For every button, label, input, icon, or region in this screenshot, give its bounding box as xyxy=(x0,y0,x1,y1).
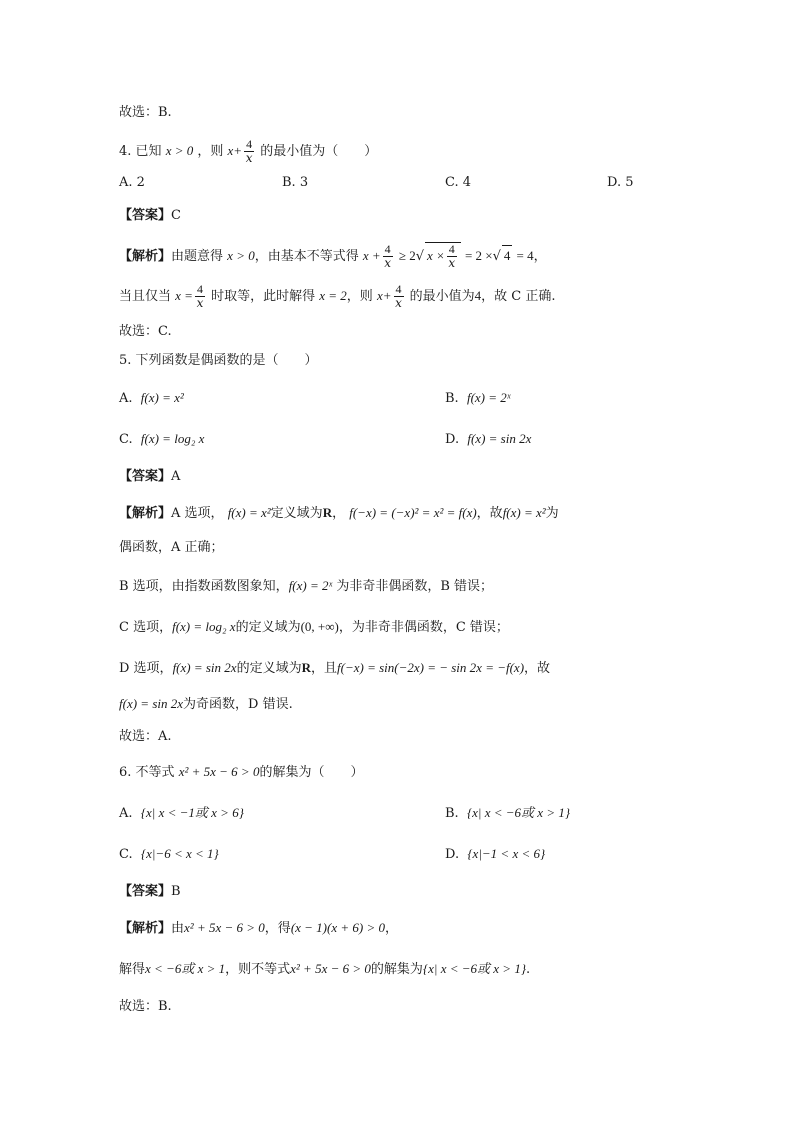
q4-stem-expr-x: x+ xyxy=(227,143,243,158)
q4-a1-frac-den: x xyxy=(384,256,392,270)
q5-a1-mid: 定义域为 xyxy=(270,506,323,521)
q4-stem-pre: 4. 已知 xyxy=(119,144,162,159)
q4-stem-cond: x > 0 xyxy=(165,143,194,158)
q4-a2-fraction xyxy=(195,283,205,310)
q5-analysis-line1b: 偶函数，A 正确； xyxy=(119,540,224,555)
q4-a1-rad-num: 4 xyxy=(448,242,455,256)
q4-option-b: B. 3 xyxy=(282,175,309,190)
q5-a1-R: R xyxy=(322,505,333,520)
q6-option-c xyxy=(119,844,219,865)
q6-option-d-expr: {x|−1 < x < 6} xyxy=(467,846,546,861)
q6-option-b-expr: {x| x < −6或 x > 1} xyxy=(466,805,571,820)
q5-answer-value: A xyxy=(171,469,181,484)
q4-frac-num: 4 xyxy=(246,137,253,151)
q5-analysis-b xyxy=(119,576,493,597)
q6-a1-post: ， xyxy=(385,921,399,936)
q4-a1-mid: ，由基本不等式得 xyxy=(254,249,359,264)
q4-a1-cond: x > 0 xyxy=(227,248,255,263)
q6-option-a-label: A. xyxy=(119,806,133,821)
q5-a1-post: 为 xyxy=(545,506,559,521)
q4-a2-frac2-den: x xyxy=(395,296,402,310)
q6-a2-sol: x < −6或 x > 1 xyxy=(145,961,226,976)
q5-d-post: ，故 xyxy=(524,661,551,676)
q5-d-mid2: ，且 xyxy=(310,661,337,676)
q4-a2-post2: ，故 C 正确. xyxy=(481,289,556,304)
q5-d-pre: D 选项， xyxy=(119,661,173,676)
q5-d-f: f(x) = sin 2x xyxy=(172,660,237,675)
q5-d2-post: 为奇函数，D 错误. xyxy=(183,697,293,712)
q6-conclusion: 故选：B. xyxy=(119,999,172,1014)
q5-option-a xyxy=(119,388,184,409)
q6-a2-expr: x² + 5x − 6 > 0 xyxy=(290,961,371,976)
q4-answer-value: C xyxy=(171,208,181,223)
q5-b-post: 为非奇非偶函数，B 错误； xyxy=(336,579,493,594)
q5-a1-sep: ， xyxy=(332,506,346,521)
q4-conclusion: 故选：C. xyxy=(119,324,172,339)
q4-a2-pre: 当且仅当 xyxy=(119,289,172,304)
q4-a1-fraction xyxy=(383,243,393,270)
q4-a2-mid: 时取等，此时解得 xyxy=(211,289,316,304)
q4-a1-expr1: x + xyxy=(362,248,381,263)
q5-option-b-label: B. xyxy=(445,391,459,406)
q4-a1-res: = 4 xyxy=(516,248,534,263)
q6-option-c-label: C. xyxy=(119,847,133,862)
q6-a1-pre: 由 xyxy=(171,921,185,936)
q6-a2-post: . xyxy=(526,962,531,977)
q5-option-c-label: C. xyxy=(119,432,133,447)
q6-option-a xyxy=(119,803,244,824)
q4-a1-eq: = 2 × xyxy=(464,248,493,263)
q6-stem-post: 的解集为（ ） xyxy=(259,765,364,780)
q6-analysis-label: 【解析】 xyxy=(119,921,172,936)
q4-a1-frac-num: 4 xyxy=(384,242,391,256)
q6-analysis-line2 xyxy=(119,959,530,980)
q4-a1-rad-fraction xyxy=(447,243,457,270)
q5-analysis-d xyxy=(119,658,550,679)
q6-a1-expr: x² + 5x − 6 > 0 xyxy=(184,920,265,935)
q6-a1-expr2: (x − 1)(x + 6) > 0 xyxy=(290,920,385,935)
q6-option-d xyxy=(445,844,545,865)
q6-stem-expr: x² + 5x − 6 > 0 xyxy=(178,764,260,779)
q4-a1-radical xyxy=(425,242,461,270)
q4-option-d: D. 5 xyxy=(607,175,634,190)
q5-option-d-label: D. xyxy=(445,432,460,447)
q5-conclusion: 故选：A. xyxy=(119,729,172,744)
q5-d-expr: f(−x) = sin(−2x) = − sin 2x = −f(x) xyxy=(337,660,525,675)
q6-stem-pre: 6. 不等式 xyxy=(119,765,175,780)
q4-a2-frac2-num: 4 xyxy=(395,282,402,296)
q5-c-f: f(x) = log₂ x xyxy=(172,619,236,634)
q5-c-dom: (0, +∞) xyxy=(300,619,339,634)
q4-stem-fraction xyxy=(244,138,254,165)
q4-a1-sqrt4: 4 xyxy=(502,245,513,266)
q6-option-b xyxy=(445,803,570,824)
q4-frac-den: x xyxy=(245,151,253,165)
q5-option-d xyxy=(445,429,531,450)
q5-a1-pre: A 选项， xyxy=(171,506,224,521)
q4-answer xyxy=(119,206,181,226)
q4-a2-val: 4 xyxy=(474,288,482,303)
q5-a1-f2: f(x) = x² xyxy=(502,505,546,520)
q5-option-d-expr: f(x) = sin 2x xyxy=(467,431,532,446)
q5-answer-label: 【答案】 xyxy=(119,469,172,484)
q6-answer-value: B xyxy=(171,884,181,899)
q4-a2-x: x = xyxy=(175,288,193,303)
q5-option-b xyxy=(445,388,510,409)
q5-b-pre: B 选项，由指数函数图象知， xyxy=(119,579,289,594)
q5-answer xyxy=(119,467,180,487)
q4-a2-expr-x: x+ xyxy=(376,288,392,303)
q4-a2-frac-den: x xyxy=(196,296,204,310)
q4-option-a: A. 2 xyxy=(119,175,145,190)
q4-analysis-line2 xyxy=(119,283,556,310)
q5-stem: 5. 下列函数是偶函数的是（ ） xyxy=(119,353,318,368)
q5-a1-mid2: ，故 xyxy=(476,506,503,521)
q4-answer-label: 【答案】 xyxy=(119,208,172,223)
q5-option-c-expr: f(x) = log₂ x xyxy=(140,431,205,446)
q5-a1-f: f(x) = x² xyxy=(227,505,271,520)
q4-a1-rad-inner: x × xyxy=(427,248,445,263)
q4-stem xyxy=(119,138,377,165)
q6-a1-mid: ，得 xyxy=(264,921,291,936)
q5-c-post: ，为非奇非偶函数，C 错误； xyxy=(338,620,509,635)
q6-option-d-label: D. xyxy=(445,847,460,862)
q4-a1-ge: ≥ 2 xyxy=(398,248,416,263)
q5-d-R: R xyxy=(301,660,311,675)
q5-option-a-expr: f(x) = x² xyxy=(140,390,184,405)
q6-stem xyxy=(119,762,363,783)
q5-analysis-d2 xyxy=(119,694,293,715)
q5-option-a-label: A. xyxy=(119,391,133,406)
q4-a2-mid2: ，则 xyxy=(346,289,373,304)
q6-a2-mid2: 的解集为 xyxy=(370,962,423,977)
q4-a1-pre: 由题意得 xyxy=(171,249,224,264)
q4-a1-rad-den: x xyxy=(448,256,456,270)
q5-a1-expr: f(−x) = (−x)² = x² = f(x) xyxy=(349,505,477,520)
conclusion-prev: 故选：B. xyxy=(119,105,172,120)
q6-option-a-expr: {x| x < −1或 x > 6} xyxy=(140,805,244,820)
q6-option-b-label: B. xyxy=(445,806,459,821)
q4-a2-post1: 的最小值为 xyxy=(409,289,475,304)
q6-answer-label: 【答案】 xyxy=(119,884,172,899)
q4-a1-post: ， xyxy=(533,249,547,264)
q5-c-mid: 的定义域为 xyxy=(235,620,301,635)
q5-analysis-line1 xyxy=(119,503,559,524)
q5-d-mid: 的定义域为 xyxy=(236,661,302,676)
q5-b-f: f(x) = 2ˣ xyxy=(288,578,333,593)
q6-a2-pre: 解得 xyxy=(119,962,146,977)
q5-analysis-label: 【解析】 xyxy=(119,506,172,521)
q4-a2-fraction2 xyxy=(394,283,404,310)
q4-analysis-line1: 【解析】由题意得 x > 0，由基本不等式得 x + $\frac{4}{x}$ ≥ 2√ x × $\frac{4}{x}$ = 2 ×√ 4 = 4， xyxy=(119,242,547,270)
q6-option-c-expr: {x|−6 < x < 1} xyxy=(140,846,219,861)
q5-c-pre: C 选项， xyxy=(119,620,173,635)
q5-option-b-expr: f(x) = 2ˣ xyxy=(466,390,511,405)
q6-a2-set: {x| x < −6或 x > 1} xyxy=(422,961,527,976)
q6-answer xyxy=(119,882,181,902)
q5-option-c xyxy=(119,429,204,450)
q6-a2-mid: ，则不等式 xyxy=(225,962,291,977)
q4-a2-sol: x = 2 xyxy=(319,288,347,303)
q4-a2-frac-num: 4 xyxy=(196,282,203,296)
q6-analysis-line1 xyxy=(119,918,398,939)
q4-analysis-label: 【解析】 xyxy=(119,249,172,264)
q4-stem-post: 的最小值为（ ） xyxy=(260,144,378,159)
q5-analysis-c xyxy=(119,617,509,638)
q4-stem-mid: ，则 xyxy=(197,144,224,159)
q5-d2-f: f(x) = sin 2x xyxy=(119,696,184,711)
q4-option-c: C. 4 xyxy=(445,175,472,190)
